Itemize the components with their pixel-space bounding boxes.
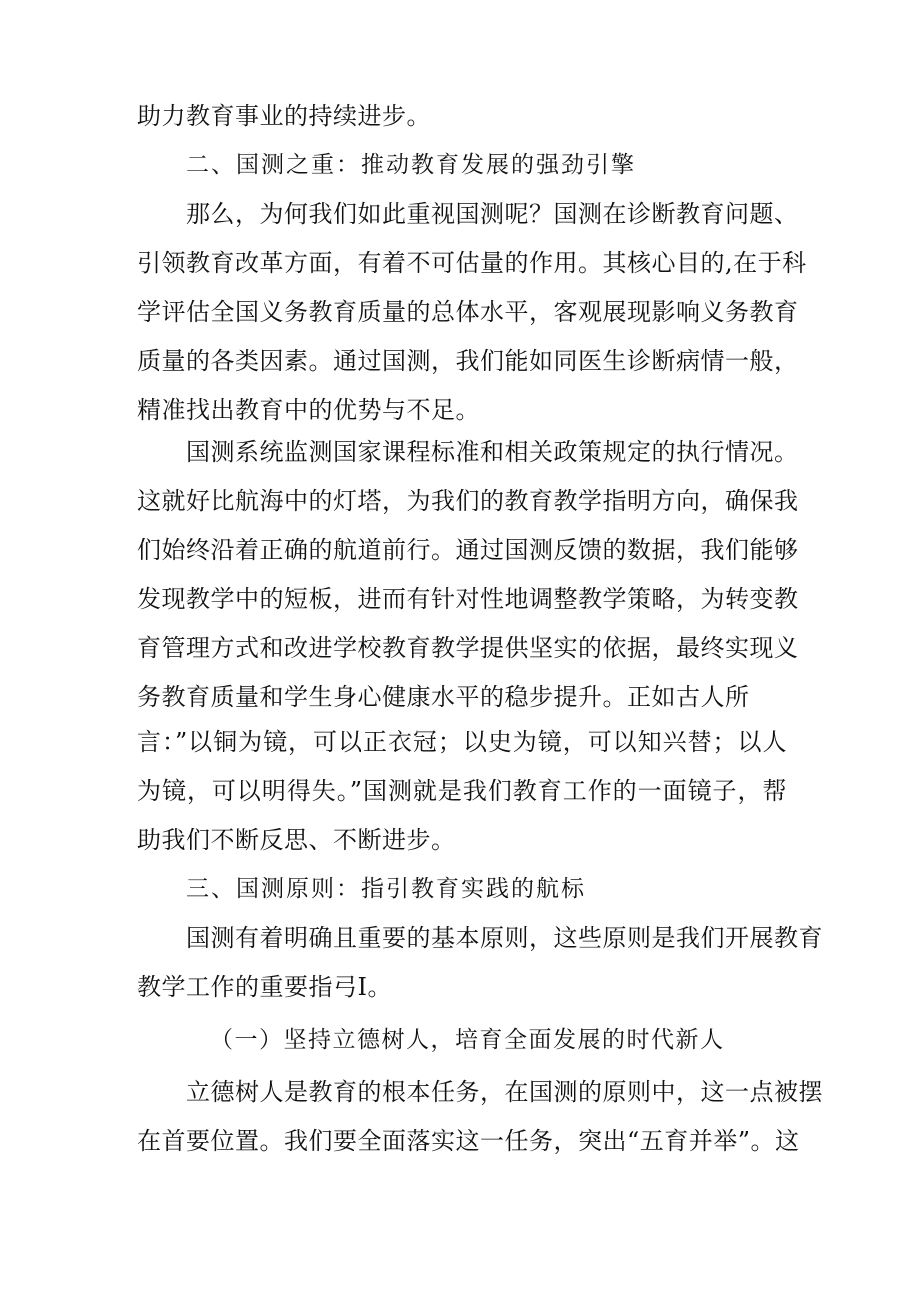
paragraph-line: 为镜，可以明得失。”国测就是我们教育工作的一面镜子，帮 bbox=[137, 777, 787, 805]
paragraph-line: 务教育质量和学生身心健康水平的稳步提升。正如古人所 bbox=[137, 683, 750, 711]
paragraph-line: 学评估全国义务教育质量的总体水平，客观展现影响义务教育 bbox=[137, 298, 799, 326]
paragraph-line: 质量的各类因素。通过国测，我们能如同医生诊断病情一般， bbox=[137, 347, 799, 375]
paragraph-line: 助我们不断反思、不断进步。 bbox=[137, 826, 456, 854]
paragraph-line: 精准找出教育中的优势与不足。 bbox=[137, 396, 480, 424]
section-heading-3: 三、国测原则：指引教育实践的航标 bbox=[186, 876, 586, 902]
paragraph-line: 教学工作的重要指弓I。 bbox=[137, 973, 392, 1001]
paragraph-line: 助力教育事业的持续进步。 bbox=[137, 102, 431, 130]
subsection-heading-1: （一）坚持立德树人，培育全面发展的时代新人 bbox=[210, 1027, 725, 1053]
paragraph-line: 这就好比航海中的灯塔，为我们的教育教学指明方向，确保我 bbox=[137, 487, 799, 515]
paragraph-line: 国测系统监测国家课程标准和相关政策规定的执行情况。 bbox=[186, 438, 799, 466]
paragraph-line: 们始终沿着正确的航道前行。通过国测反馈的数据，我们能够 bbox=[137, 536, 799, 564]
paragraph-line: 立德树人是教育的根本任务，在国测的原则中，这一点被摆 bbox=[186, 1078, 823, 1106]
paragraph-line: 国测有着明确且重要的基本原则，这些原则是我们开展教育 bbox=[186, 924, 823, 952]
paragraph-line: 在首要位置。我们要全面落实这一任务，突出“五育并举”。这 bbox=[137, 1127, 800, 1155]
paragraph-line: 那么，为何我们如此重视国测呢？国测在诊断教育问题、 bbox=[186, 200, 799, 228]
section-heading-2: 二、国测之重：推动教育发展的强劲引擎 bbox=[186, 152, 636, 178]
paragraph-line: 发现教学中的短板，进而有针对性地调整教学策略，为转变教 bbox=[137, 585, 799, 613]
paragraph-line: 育管理方式和改进学校教育教学提供坚实的依据，最终实现义 bbox=[137, 634, 799, 662]
paragraph-line: 言：”以铜为镜，可以正衣冠；以史为镜，可以知兴替；以人 bbox=[137, 728, 787, 756]
paragraph-line: 引领教育改革方面，有着不可估量的作用。其核心目的,在于科 bbox=[137, 249, 807, 277]
